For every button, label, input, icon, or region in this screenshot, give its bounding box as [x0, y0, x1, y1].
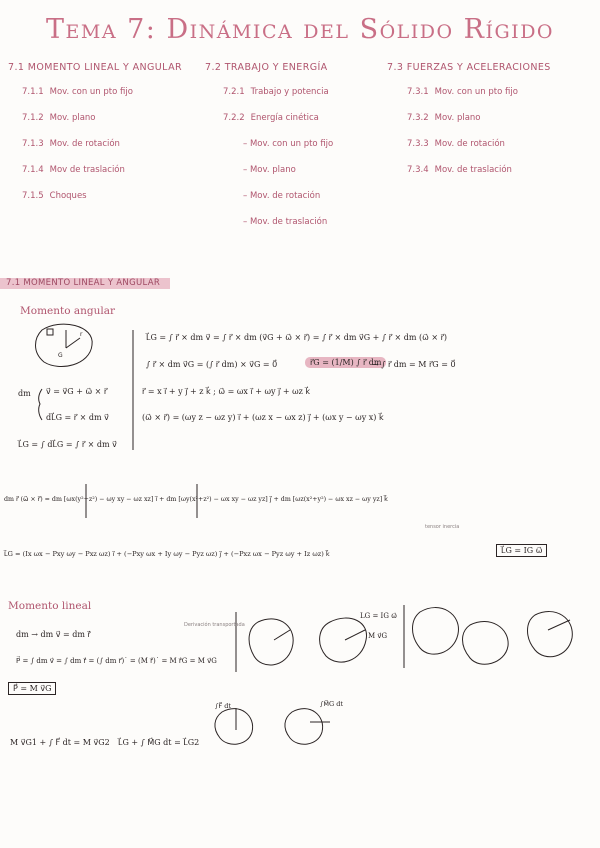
rigid-body-sketch: [249, 619, 293, 665]
toc-subitem: – Mov. de rotación: [243, 191, 321, 201]
section-band: 7.1 MOMENTO LINEAL Y ANGULAR: [0, 278, 170, 289]
rigid-body-sketch: [320, 618, 367, 662]
dm-label: dm: [18, 389, 31, 398]
derivation-note: Derivación transportada: [184, 622, 245, 628]
page-title: Tema 7: Dinámica del Sólido Rígido: [45, 14, 554, 45]
angular-impulse-eq: L⃗G + ∫ M⃗G dt = L⃗G2: [118, 738, 200, 747]
rigid-body-sketch: [528, 612, 573, 657]
rigid-body-sketch: [463, 622, 509, 665]
rigid-body-sketch: [215, 709, 253, 745]
mdt-label: ∫M⃗G dt: [320, 700, 344, 708]
lineal-eq-1: dm → dm v⃗ = dm ṙ⃗: [16, 630, 91, 639]
toc-item: 7.1.1 Mov. con un pto fijo: [22, 87, 133, 97]
toc-item: 7.3.1 Mov. con un pto fijo: [407, 87, 518, 97]
momentum-arrow: [274, 630, 290, 640]
brace: [39, 389, 42, 420]
toc-section-heading: 7.3 FUERZAS Y ACELERACIONES: [387, 62, 551, 73]
toc-item: 7.2.2 Energía cinética: [223, 113, 319, 123]
lg-components-eq: L⃗G = (Ix ωx − Pxy ωy − Pxz ωz) i⃗ + (−Pxy ωx + Iy ωy − Pyz ωz) j⃗ + (−Pxz ωx − Pyz ωy + Iz ωz) k⃗: [4, 550, 330, 558]
toc-section-heading: 7.1 MOMENTO LINEAL Y ANGULAR: [8, 62, 182, 73]
toc-subitem: – Mov. con un pto fijo: [243, 139, 334, 149]
lg-result: L⃗G = IG ω⃗: [496, 546, 547, 555]
toc-item: 7.1.4 Mov de traslación: [22, 165, 125, 175]
toc-item: 7.3.2 Mov. plano: [407, 113, 481, 123]
r-omega-def: r⃗ = x i⃗ + y j⃗ + z k⃗ ; ω⃗ = ωx i⃗ + ωy j⃗ + ωz k⃗: [142, 387, 310, 396]
tensor-note: tensor inercia: [425, 524, 460, 530]
toc-subitem: – Mov. plano: [243, 165, 296, 175]
impulse-eq: M v⃗G1 + ∫ F⃗ dt = M v⃗G2: [10, 738, 110, 747]
momentum-arrow: [548, 620, 570, 630]
momento-lineal-heading: Momento lineal: [8, 600, 92, 612]
dlg-eq: dL⃗G = r⃗ × dm v⃗: [46, 413, 109, 422]
rigid-body-sketch: [36, 324, 93, 366]
toc-item: 7.3.4 Mov. de traslación: [407, 165, 512, 175]
fixed-point-marker: [47, 329, 53, 335]
angular-eq-2c: → ∫ r⃗ dm = M r⃗G = 0⃗: [372, 360, 456, 369]
momento-angular-heading: Momento angular: [20, 305, 116, 317]
toc-subitem: – Mov. de traslación: [243, 217, 328, 227]
momentum-arrow: [345, 630, 365, 640]
angular-eq-2a: ∫ r⃗ × dm v⃗G = (∫ r⃗ dm) × v⃗G = 0⃗: [146, 360, 278, 369]
toc-section-heading: 7.2 TRABAJO Y ENERGÍA: [205, 62, 328, 73]
fdt-label: ∫F⃗ dt: [215, 702, 231, 710]
velocity-eq: v⃗ = v⃗G + ω⃗ × r⃗: [46, 387, 108, 396]
lg-ig-label: LG = IG ω⃗: [360, 612, 397, 620]
angular-eq-1: L⃗G = ∫ r⃗ × dm v⃗ = ∫ r⃗ × dm (v⃗G + ω⃗ × r⃗) = ∫ r⃗ × dm v⃗G + ∫ r⃗ × dm (ω⃗ × r⃗): [146, 333, 447, 342]
lineal-eq-3: P⃗ = M v⃗G: [8, 684, 56, 693]
r-vector-arrow: [66, 338, 80, 348]
long-expansion-eq: dm r⃗ (ω⃗ × r⃗) = dm [ωx(y²+z²) − ωy xy − ωz xz] i⃗ + dm [ωy(x²+z²) − ωx xy − ωz yz] j⃗ + dm [ωz(x²+y²) − ωx xz − ωy yz] k⃗: [4, 496, 388, 503]
mvg-label: M v⃗G: [368, 632, 388, 640]
toc-item: 7.3.3 Mov. de rotación: [407, 139, 505, 149]
rigid-body-sketch: [413, 608, 459, 655]
lg-integral-eq: L⃗G = ∫ dL⃗G = ∫ r⃗ × dm v⃗: [18, 440, 117, 449]
toc-item: 7.1.2 Mov. plano: [22, 113, 96, 123]
lineal-eq-2: P⃗ = ∫ dm v⃗ = ∫ dm ṙ⃗ = (∫ dm r⃗)˙ = (M ṙ⃗)˙ = M ṙ⃗G = M v⃗G: [16, 657, 217, 665]
svg-text:G: G: [58, 352, 63, 359]
svg-text:r: r: [80, 331, 83, 338]
toc-item: 7.1.3 Mov. de rotación: [22, 139, 120, 149]
cross-product-eq: (ω⃗ × r⃗) = (ωy z − ωz y) i⃗ + (ωz x − ωx z) j⃗ + (ωx y − ωy x) k⃗: [142, 413, 384, 422]
toc-item: 7.2.1 Trabajo y potencia: [223, 87, 329, 97]
angular-eq-2b: r⃗G = (1/M) ∫ r⃗ dm: [305, 358, 386, 367]
rigid-body-sketch: [285, 709, 323, 745]
toc-item: 7.1.5 Choques: [22, 191, 87, 201]
